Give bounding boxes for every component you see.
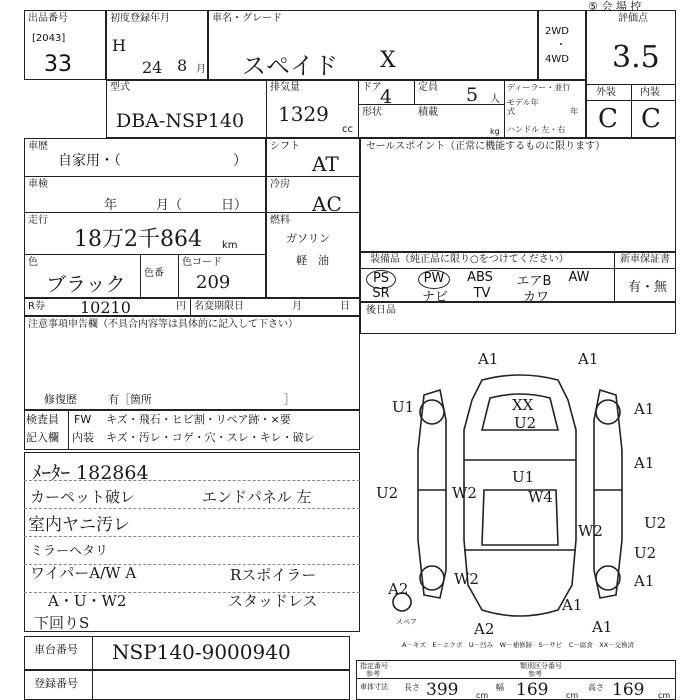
remark-studless: スタッドレス [228,592,318,610]
mark-right-u2: U2 [644,514,667,532]
damage-legend: A－キズ E－エクボ U－凹み W－補修跡 S－サビ C－腐食 XX－交換済 [402,641,635,649]
width-unit: cm [566,691,579,700]
exterior-grade: C [598,104,618,134]
model-label: 車名・グレード [212,13,282,24]
recycle-value: 10210 [80,298,131,317]
shift-value: AT [312,152,339,176]
fuel-diesel: 軽 油 [296,254,329,267]
mark-right-a1-2: A1 [634,454,655,472]
exterior-label: 外装 [596,87,616,98]
remark-wiper: ワイパーA/W A [30,564,137,582]
remark-carpet: カーペット破レ [30,488,136,506]
color-label: 色 [28,257,38,268]
remark-under: 下回りS [34,614,90,632]
remark-smoke: 室内ヤニ汚レ [28,515,130,535]
interior-label: 内装 [640,87,660,98]
mark-rear-a1-2: A1 [592,618,613,636]
equip-navi: ナビ [421,290,448,305]
remark-awu: A・U・W2 [48,592,127,610]
num-label: 指定番号 [360,662,388,670]
registration-year: 24 [142,58,163,77]
mark-front-a1-right: A1 [578,350,599,368]
score-value: 3.5 [612,40,660,75]
inspector-fw: FW [74,413,92,426]
height-unit: cm [658,691,671,700]
persons-unit: 人 [490,94,500,105]
remark-spoiler: Rスポイラー [230,566,317,584]
registration-label: 初度登録年月 [110,13,170,24]
inspector-label2: 記入欄 [26,431,59,444]
doors-label: ドア [362,82,382,93]
equip-tv: TV [473,286,491,301]
mark-right-u2-2: U2 [634,544,657,562]
lot-code: [2043] [32,33,66,44]
color-code-value: 209 [196,272,231,293]
loading-label: 積載 [418,107,438,118]
notes-label: 注意事項申告欄（不具合内容等は具体的に記入して下さい） [28,319,298,330]
kg-unit: kg [490,127,500,136]
form-copy-label: ⑤ 会 場 控 [588,0,642,13]
recycle-box [24,298,360,316]
type-label: 型式 [110,82,130,93]
recycle-label: R券 [28,301,45,312]
ref-label-1: 参考 [366,670,380,678]
inspector-row2: キズ・汚レ・コゲ・穴・スレ・キレ・破レ [106,431,315,444]
mileage-value: 18万2千864 [74,227,202,252]
equip-sr: SR [372,286,390,301]
mark-rear-a2: A2 [474,620,495,638]
expiry-day: 日 [340,301,350,312]
inspector-label1: 検査員 [26,413,59,426]
rear-seat-box [360,302,676,334]
warranty-value: 有・無 [628,280,668,295]
ref-label-2: 参考 [528,670,542,678]
history-label: 車歴 [28,141,48,152]
mark-bonnet-u2: U2 [514,414,537,432]
mark-left-w2: W2 [452,484,477,502]
drive-4wd: 4WD [545,54,569,65]
equipment-label: 装備品（純正品に限り○をつけてください） [370,254,569,265]
plate-label: 登録番号 [34,677,78,690]
km-unit: km [222,240,238,251]
equip-pw: PW [418,270,450,289]
mark-left-u1: U1 [392,398,415,416]
interior-grade: C [641,104,661,134]
color-value: ブラック [46,272,126,296]
equip-ps: PS [366,270,396,289]
registration-era: H [112,36,126,55]
body-len-label: 車体寸法 [360,683,388,691]
aircon-label: 冷房 [270,179,290,190]
mark-left-u2: U2 [376,484,399,502]
registration-month: 8 [177,56,188,75]
width-value: 169 [516,680,549,700]
lot-number: 33 [44,52,72,77]
mark-front-a1-left: A1 [478,350,499,368]
doors-value: 4 [380,86,393,108]
remark-mirror: ミラーヘタリ [30,544,109,559]
equip-aw: AW [568,270,590,285]
remark-end-panel: エンドパネル 左 [202,488,312,506]
mark-left-w2-2: W2 [454,570,479,588]
equip-abs: ABS [467,270,493,285]
sales-points-box [360,138,676,252]
inspection-label: 車検 [28,179,48,190]
equip-leather: カワ [522,290,549,305]
class-label: 類別区分番号 [520,662,562,670]
model-year-label: モデル年式 [507,98,539,116]
mark-bonnet-xx: XX [512,396,534,414]
damage-diagram [362,340,680,640]
chassis-label: 車台番号 [34,643,78,656]
equip-airbag: エアB [516,274,552,289]
month-unit: 月 [196,64,206,75]
expiry-month: 月 [292,301,302,312]
mark-roof-w4: W4 [528,488,553,506]
warranty-label: 新車保証書 [620,254,670,265]
remark-meter: ﾒｰﾀｰ 182864 [32,462,149,484]
color-code-label: 色コード [182,257,222,268]
mark-right-a1: A1 [634,400,655,418]
history-value: 自家用・（ ） [58,153,247,169]
mark-roof-u1: U1 [512,468,535,486]
score-label: 評価点 [618,13,648,24]
color-no-label: 色番 [144,268,164,279]
inspection-value: 年 月（ 日） [104,198,248,213]
length-label: 長さ [404,683,420,692]
mark-right-a1-3: A1 [634,572,655,590]
displacement-value: 1329 [278,102,329,126]
mark-right-w2: W2 [578,522,603,540]
capacity-label: 定員 [418,82,438,93]
aircon-value: AC [312,192,342,216]
height-label: 高さ [588,683,604,692]
type-value: DBA-NSP140 [116,110,245,132]
capacity-value: 5 [466,84,479,106]
inspector-interior: 内装 [72,431,94,444]
drive-dot: ・ [556,40,566,51]
year-unit: 年 [570,107,578,116]
spare-label: スペア [396,618,417,626]
mileage-label: 走行 [28,215,48,226]
dealer-label: ディーラー・並行 [507,83,571,92]
fuel-label: 燃料 [270,215,290,226]
cc-unit: cc [342,124,353,135]
handle-label: ハンドル 左・右 [507,125,566,134]
height-value: 169 [612,680,645,700]
model-grade: X [380,48,396,73]
repair-value: 有［箇所 ］ [108,393,295,406]
lot-label: 出品番号 [28,13,68,24]
mark-left-a2: A2 [388,580,409,598]
width-label: 幅 [496,683,504,692]
length-value: 399 [426,680,459,700]
repair-label: 修復歴 [44,393,77,406]
expiry-label: 名変期限日 [194,301,244,312]
rear-seat-label: 後日品 [366,305,396,316]
length-unit: cm [476,691,489,700]
model-name: スペイド [242,52,338,80]
displacement-label: 排気量 [270,82,300,93]
shift-label: シフト [270,141,300,152]
yen-unit: 円 [176,301,186,312]
sales-points-label: セールスポイント（正常に機能するものに限ります） [366,141,606,152]
fuel-gasoline: ガソリン [286,232,330,245]
mark-rear-a1: A1 [562,596,583,614]
drive-2wd: 2WD [545,26,569,37]
inspector-row1: キズ・飛石・ヒビ割・リペア跡・×要 [106,413,291,426]
chassis-value: NSP140-9000940 [112,640,291,664]
shape-label: 形状 [362,107,382,118]
